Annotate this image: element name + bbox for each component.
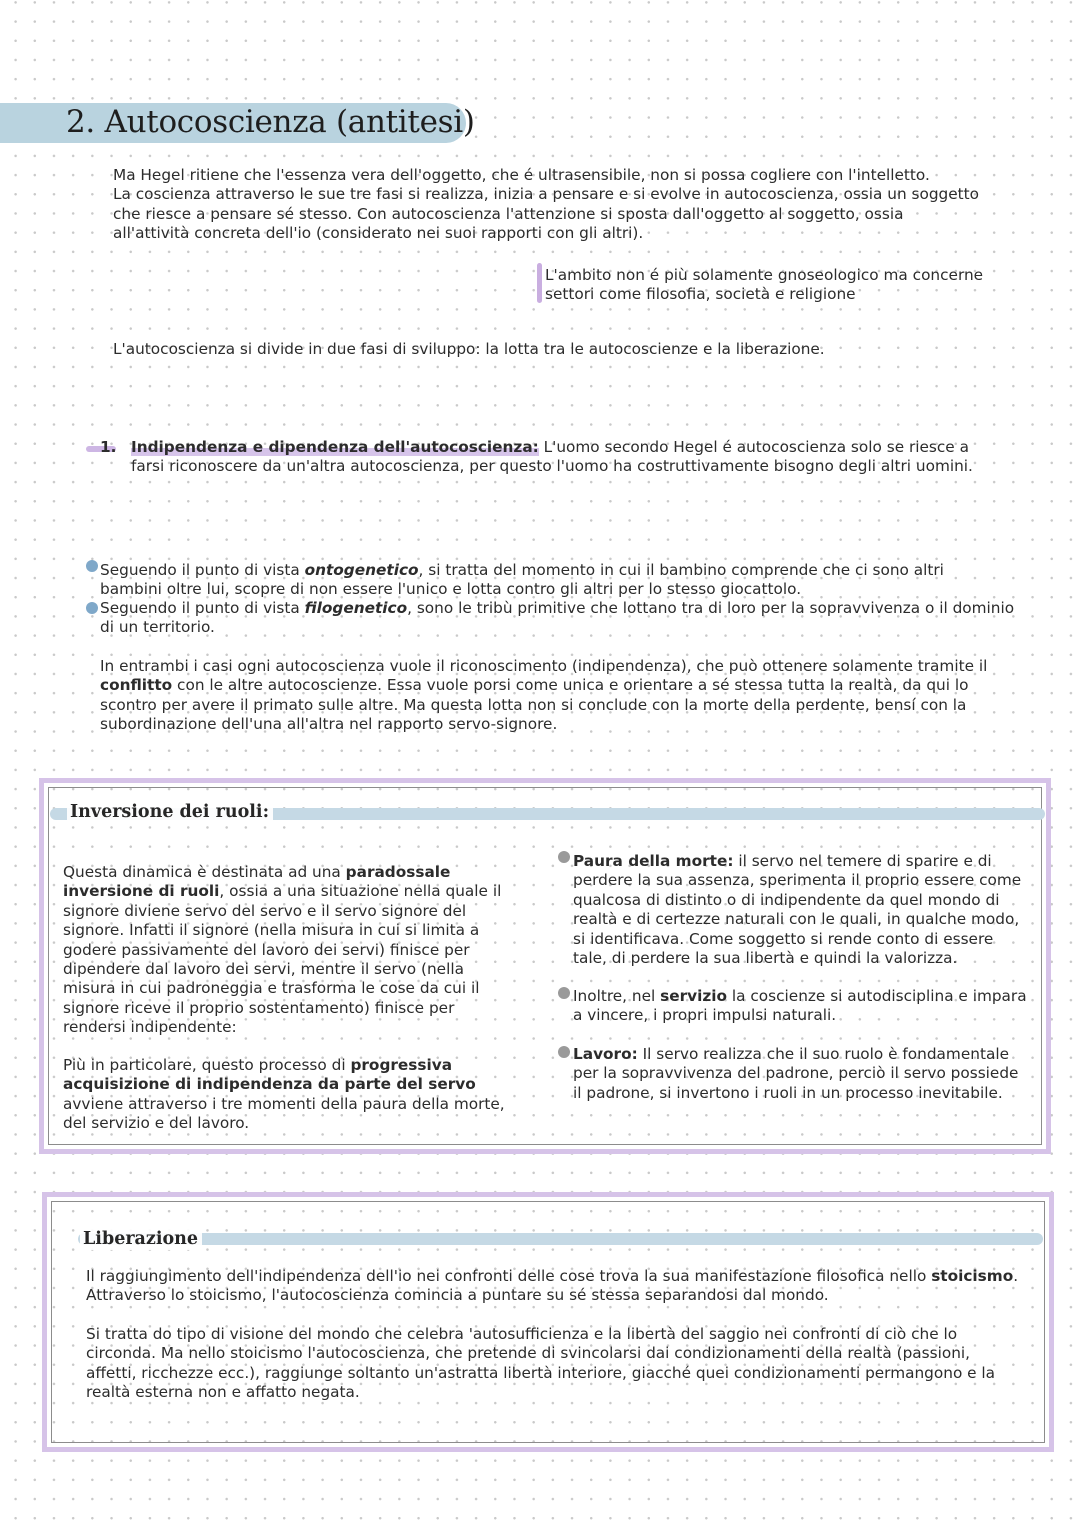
conflict-text: con le altre autocoscienze. Essa vuole porsi come unica e orientare a sé stessa tutta la realtà, da qui lo scontro per avere il primato sulle altre. Ma questa lotta non si conclude con la morte della perdente, bensí con la subordinazione dell'una all'altra nel rapporto servo-signore. xyxy=(100,676,969,734)
conflict-text: In entrambi i casi ogni autocoscienza vuole il riconoscimento (indipendenza), che può ottenere solamente tramite il xyxy=(100,657,988,675)
intro-line-2: La coscienza attraverso le sue tre fasi si realizza, inizia a pensare e si evolve in autocoscienza, ossia un soggetto che riesce a pensare sé stesso. Con autocoscienza l'attenzione si sposta dall'oggetto al soggetto, ossia all'attività concreta dell'io (considerato nei suoi rapporti con gli altri). xyxy=(113,185,980,243)
moment-text: Inoltre, nel xyxy=(573,987,661,1005)
bullet-ontogenetic xyxy=(100,561,995,600)
intro-line-1: Ma Hegel ritiene che l'essenza vera dell'oggetto, che é ultrasensibile, non si possa cogliere con l'intelletto. xyxy=(113,166,930,184)
liberation-heading-bar xyxy=(78,1233,1043,1245)
inversion-text: Questa dinamica è destinata ad una xyxy=(63,863,346,881)
inversion-text: avviene attraverso i tre momenti della paura della morte, del servizio e del lavoro. xyxy=(63,1094,505,1133)
conflict-paragraph xyxy=(100,657,1015,735)
inversion-left-paragraph-1 xyxy=(63,863,513,1038)
bullet-dot xyxy=(558,851,570,863)
service-item xyxy=(573,987,1028,1026)
item-text: L'uomo secondo Hegel é autocoscienza solo se riesce a farsi riconoscere da un'altra autocoscienza, per questo l'uomo ha costruttivamente bisogno degli altri uomini. xyxy=(131,438,973,476)
page-title: 2. Autocoscienza (antitesi) xyxy=(66,104,475,140)
item-title: Indipendenza e dipendenza dell'autocoscienza: xyxy=(131,438,539,456)
bullet-dot xyxy=(558,987,570,999)
bullet-dot xyxy=(558,1046,570,1058)
inversion-keyword: progressiva acquisizione di indipendenza da parte del servo xyxy=(63,1056,476,1094)
moment-title: Lavoro: xyxy=(573,1045,638,1063)
bullet-phylogenetic xyxy=(100,599,1020,638)
moment-title: servizio xyxy=(660,987,728,1005)
inversion-text: , ossia a una situazione nella quale il signore diviene servo del servo e il servo signore del signore. Infatti il signore (nella misura in cui si limita a godere passivamente del lavoro dei servi) finisce per dipendere dal lavoro dei servi, mentre il servo (nella misura in cui padroneggia e trasforma le cose da cui il signore riceve il proprio sostentamento) finisce per rendersi indipendente: xyxy=(63,882,502,1037)
moment-title: Paura della morte: xyxy=(573,852,734,870)
bullet-text: , sono le tribù primitive che lottano tra di loro per la sopravvivenza o il dominio di un territorio. xyxy=(100,599,1015,637)
moment-text: Il servo realizza che il suo ruolo è fondamentale per la sopravvivenza del padrone, perciò il servo possiede il padrone, si invertono i ruoli in un processo inevitabile. xyxy=(573,1045,1019,1102)
intro-paragraph xyxy=(113,166,983,244)
liberation-keyword: stoicismo xyxy=(931,1267,1014,1285)
bullet-emphasis: filogenetico xyxy=(304,599,408,617)
side-note: L'ambito non é più solamente gnoseologico ma concerne settori come filosofia, società e religione xyxy=(545,266,984,304)
conflict-keyword: conflitto xyxy=(100,676,173,695)
moment-text: il servo nel temere di sparire e di perdere la sua assenza, sperimenta il proprio essere come qualcosa di distinto o di indipendente da quel mondo di realtà e di certezze naturali con le quali, in qualche modo, si identificava. Come soggetto si rende conto di essere tale, di perdere la sua libertà e quindi la valorizza. xyxy=(573,852,1022,968)
liberation-text: . Attraverso lo stoicismo, l'autocoscienza comincia a puntare su sé stessa separandosi dal mondo. xyxy=(86,1267,1019,1305)
bullet-dot xyxy=(86,602,98,614)
bullet-dot xyxy=(86,560,98,572)
bullet-text: Seguendo il punto di vista xyxy=(100,561,305,579)
inversion-text: Più in particolare, questo processo di xyxy=(63,1056,351,1074)
liberation-text: Il raggiungimento dell'indipendenza dell'io nei confronti delle cose trova la sua manifestazione filosofica nello xyxy=(86,1267,932,1285)
liberation-paragraph-1 xyxy=(86,1267,1021,1306)
item-number: 1. xyxy=(100,438,117,456)
inversion-left-paragraph-2 xyxy=(63,1056,513,1134)
side-note-marker xyxy=(537,263,542,303)
work-item xyxy=(573,1045,1028,1103)
fear-of-death-item xyxy=(573,852,1028,968)
bullet-emphasis: ontogenetico xyxy=(304,561,419,579)
inversion-heading: Inversione dei ruoli: xyxy=(67,801,273,823)
item-independence xyxy=(131,438,1001,477)
moment-text: la coscienze si autodisciplina e impara a vincere, i propri impulsi naturali. xyxy=(573,987,1027,1025)
liberation-paragraph-2: Si tratta do tipo di visione del mondo che celebra 'autosufficienza e la libertà del saggio nei confronti di ciò che lo circonda. Ma nello stoicismo l'autocoscienza, che pretende di svincolarsi dai condizionamenti della realtà (passioni, affetti, ricchezze ecc.), raggiunge soltanto un'astratta libertà interiore, giacché quei condizionamenti permangono e la realtà esterna non e affatto negata. xyxy=(86,1325,996,1402)
bullet-text: , si tratta del momento in cui il bambino comprende che ci sono altri bambini oltre lui, scopre di non essere l'unico e lotta contro gli altri per lo stesso giocattolo. xyxy=(100,561,944,599)
liberation-heading: Liberazione xyxy=(80,1228,202,1250)
bullet-text: Seguendo il punto di vista xyxy=(100,599,305,617)
inversion-keyword: paradossale inversione di ruoli xyxy=(63,863,451,901)
phases-line: L'autocoscienza si divide in due fasi di sviluppo: la lotta tra le autocoscienze e la liberazione. xyxy=(113,340,825,358)
